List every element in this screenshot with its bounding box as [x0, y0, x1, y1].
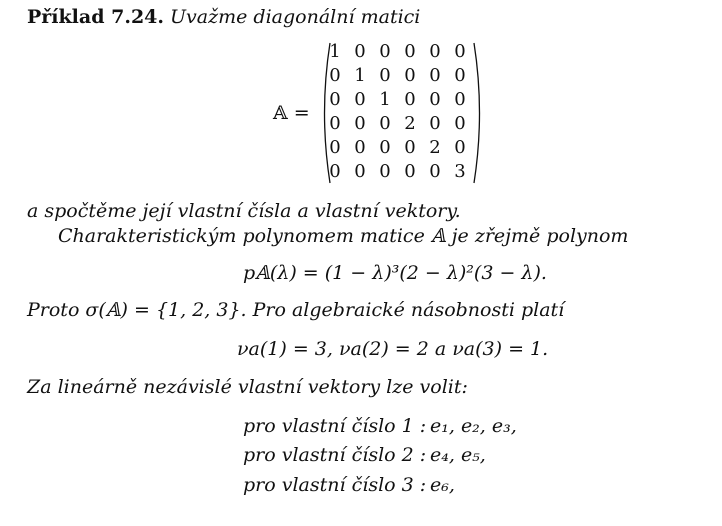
matrix-cell: 0 [454, 41, 466, 62]
matrix-cell: 0 [354, 137, 366, 158]
text-line-2: Charakteristickým polynomem matice 𝔸 je zřejmě polynom [58, 225, 629, 247]
text-line-3: Proto σ(𝔸) = {1, 2, 3}. Pro algebraické násobnosti platí [27, 299, 565, 321]
matrix-cell: 0 [354, 113, 366, 134]
matrix-cell: 3 [454, 161, 466, 182]
eigenvalue-label: pro vlastní číslo 1 : [243, 415, 427, 437]
matrix-cell: 0 [354, 161, 366, 182]
matrix-cell: 1 [329, 41, 341, 62]
matrix-label: 𝔸 = [273, 102, 310, 124]
characteristic-polynomial: p𝔸(λ) = (1 − λ)³(2 − λ)²(3 − λ). [243, 262, 547, 284]
matrix-cell: 0 [354, 41, 366, 62]
example-intro: Uvažme diagonální matici [170, 6, 421, 28]
text-line-4: Za lineárně nezávislé vlastní vektory lze volit: [27, 376, 468, 398]
matrix-cell: 2 [404, 113, 416, 134]
eigenvector-list: e₁, e₂, e₃, [430, 415, 517, 437]
matrix-cell: 1 [379, 89, 391, 110]
eigenvalue-label: pro vlastní číslo 2 : [243, 444, 427, 466]
matrix-cell: 0 [329, 89, 341, 110]
text-line-1: a spočtěme její vlastní čísla a vlastní vektory. [27, 200, 461, 222]
matrix-cell: 0 [329, 137, 341, 158]
matrix-cell: 0 [429, 89, 441, 110]
matrix-cell: 0 [379, 137, 391, 158]
matrix-cell: 0 [429, 41, 441, 62]
matrix-cell: 0 [454, 137, 466, 158]
eigenvector-list: e₄, e₅, [430, 444, 486, 466]
matrix-cell: 0 [404, 137, 416, 158]
matrix-cell: 0 [454, 113, 466, 134]
matrix-cell: 0 [429, 65, 441, 86]
matrix-cell: 0 [404, 89, 416, 110]
matrix-cell: 0 [379, 41, 391, 62]
matrix-cell: 0 [404, 161, 416, 182]
example-heading: Příklad 7.24. [27, 6, 164, 28]
matrix-cell: 0 [329, 113, 341, 134]
matrix-cell: 0 [379, 161, 391, 182]
eigenvector-list: e₆, [430, 474, 455, 496]
matrix-cell: 2 [429, 137, 441, 158]
matrix-cell: 0 [429, 113, 441, 134]
matrix-cell: 0 [404, 65, 416, 86]
eigenvalue-label: pro vlastní číslo 3 : [243, 474, 427, 496]
example-title [27, 6, 420, 28]
matrix-cell: 0 [379, 113, 391, 134]
diagonal-matrix [318, 39, 486, 187]
matrix-cell: 0 [354, 89, 366, 110]
matrix-cell: 0 [329, 65, 341, 86]
matrix-cell: 0 [329, 161, 341, 182]
right-parenthesis [474, 43, 480, 183]
algebraic-multiplicities: νa(1) = 3, νa(2) = 2 a νa(3) = 1. [237, 338, 549, 360]
matrix-cell: 0 [429, 161, 441, 182]
matrix-cell: 0 [404, 41, 416, 62]
matrix-cell: 0 [379, 65, 391, 86]
matrix-cell: 0 [454, 89, 466, 110]
matrix-cell: 0 [454, 65, 466, 86]
matrix-cell: 1 [354, 65, 366, 86]
